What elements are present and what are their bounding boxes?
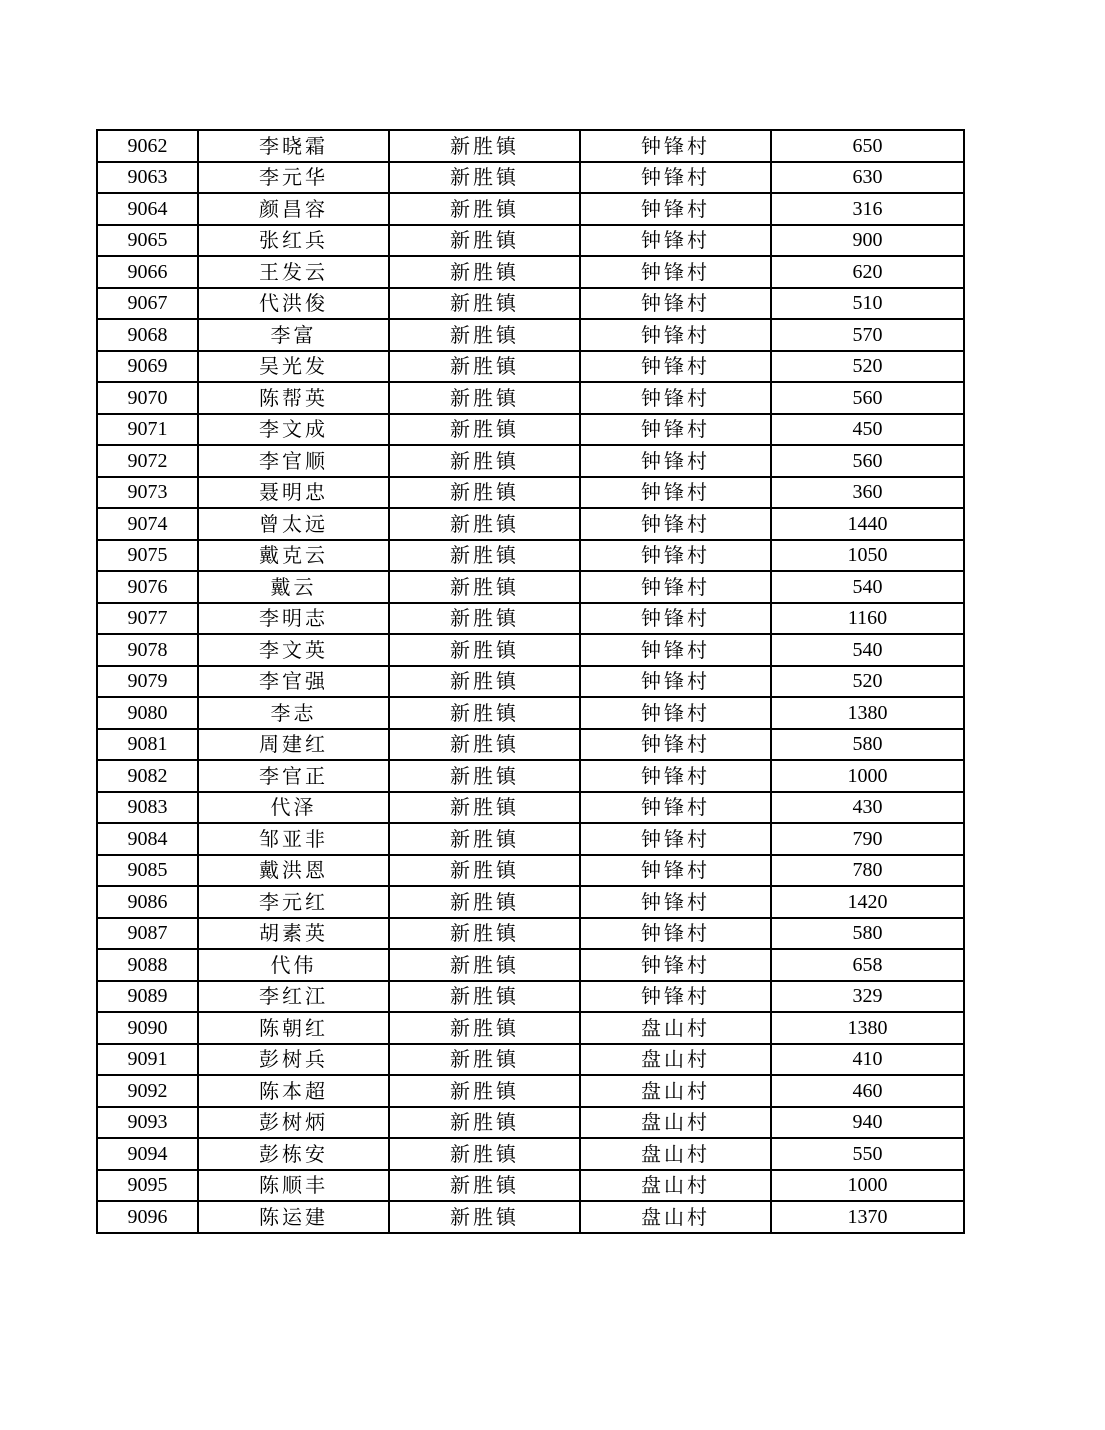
village-cell: 钟锋村 <box>580 319 771 351</box>
town-cell: 新胜镇 <box>389 729 580 761</box>
town-cell: 新胜镇 <box>389 855 580 887</box>
amount-cell: 1000 <box>771 1170 964 1202</box>
table-row <box>97 949 964 981</box>
name-cell: 周建红 <box>198 729 389 761</box>
amount-cell: 658 <box>771 949 964 981</box>
amount-cell: 1440 <box>771 508 964 540</box>
id-cell: 9090 <box>97 1012 198 1044</box>
town-cell: 新胜镇 <box>389 193 580 225</box>
village-cell: 钟锋村 <box>580 603 771 635</box>
name-cell: 李官正 <box>198 760 389 792</box>
town-cell: 新胜镇 <box>389 918 580 950</box>
name-cell: 聂明忠 <box>198 477 389 509</box>
table-row <box>97 130 964 162</box>
table-row <box>97 666 964 698</box>
village-cell: 钟锋村 <box>580 477 771 509</box>
amount-cell: 560 <box>771 382 964 414</box>
table-row <box>97 1044 964 1076</box>
id-cell: 9091 <box>97 1044 198 1076</box>
table-row <box>97 1201 964 1233</box>
village-cell: 钟锋村 <box>580 571 771 603</box>
town-cell: 新胜镇 <box>389 1075 580 1107</box>
table-row <box>97 382 964 414</box>
town-cell: 新胜镇 <box>389 666 580 698</box>
amount-cell: 620 <box>771 256 964 288</box>
id-cell: 9064 <box>97 193 198 225</box>
name-cell: 李晓霜 <box>198 130 389 162</box>
id-cell: 9081 <box>97 729 198 761</box>
town-cell: 新胜镇 <box>389 319 580 351</box>
town-cell: 新胜镇 <box>389 130 580 162</box>
name-cell: 代洪俊 <box>198 288 389 320</box>
table-row <box>97 1170 964 1202</box>
village-cell: 盘山村 <box>580 1170 771 1202</box>
table-row <box>97 697 964 729</box>
name-cell: 曾太远 <box>198 508 389 540</box>
id-cell: 9087 <box>97 918 198 950</box>
village-cell: 钟锋村 <box>580 886 771 918</box>
id-cell: 9078 <box>97 634 198 666</box>
name-cell: 李富 <box>198 319 389 351</box>
village-cell: 盘山村 <box>580 1012 771 1044</box>
town-cell: 新胜镇 <box>389 823 580 855</box>
name-cell: 陈运建 <box>198 1201 389 1233</box>
village-cell: 钟锋村 <box>580 792 771 824</box>
town-cell: 新胜镇 <box>389 1107 580 1139</box>
table-row <box>97 319 964 351</box>
id-cell: 9066 <box>97 256 198 288</box>
id-cell: 9089 <box>97 981 198 1013</box>
village-cell: 钟锋村 <box>580 382 771 414</box>
table-row <box>97 225 964 257</box>
name-cell: 李官顺 <box>198 445 389 477</box>
table-row <box>97 1138 964 1170</box>
village-cell: 钟锋村 <box>580 508 771 540</box>
amount-cell: 1050 <box>771 540 964 572</box>
village-cell: 钟锋村 <box>580 414 771 446</box>
name-cell: 吴光发 <box>198 351 389 383</box>
village-cell: 钟锋村 <box>580 445 771 477</box>
amount-cell: 540 <box>771 571 964 603</box>
town-cell: 新胜镇 <box>389 1170 580 1202</box>
id-cell: 9096 <box>97 1201 198 1233</box>
table-row <box>97 256 964 288</box>
village-cell: 钟锋村 <box>580 823 771 855</box>
amount-cell: 1380 <box>771 1012 964 1044</box>
village-cell: 钟锋村 <box>580 256 771 288</box>
id-cell: 9075 <box>97 540 198 572</box>
village-cell: 钟锋村 <box>580 193 771 225</box>
table-row <box>97 792 964 824</box>
id-cell: 9067 <box>97 288 198 320</box>
town-cell: 新胜镇 <box>389 382 580 414</box>
name-cell: 李官强 <box>198 666 389 698</box>
town-cell: 新胜镇 <box>389 288 580 320</box>
table-row <box>97 351 964 383</box>
name-cell: 陈顺丰 <box>198 1170 389 1202</box>
amount-cell: 450 <box>771 414 964 446</box>
town-cell: 新胜镇 <box>389 477 580 509</box>
id-cell: 9069 <box>97 351 198 383</box>
id-cell: 9082 <box>97 760 198 792</box>
town-cell: 新胜镇 <box>389 571 580 603</box>
name-cell: 邹亚非 <box>198 823 389 855</box>
amount-cell: 580 <box>771 918 964 950</box>
village-cell: 钟锋村 <box>580 162 771 194</box>
amount-cell: 900 <box>771 225 964 257</box>
village-cell: 钟锋村 <box>580 760 771 792</box>
id-cell: 9071 <box>97 414 198 446</box>
table-row <box>97 760 964 792</box>
town-cell: 新胜镇 <box>389 414 580 446</box>
id-cell: 9077 <box>97 603 198 635</box>
town-cell: 新胜镇 <box>389 1012 580 1044</box>
amount-cell: 650 <box>771 130 964 162</box>
id-cell: 9073 <box>97 477 198 509</box>
town-cell: 新胜镇 <box>389 351 580 383</box>
name-cell: 陈本超 <box>198 1075 389 1107</box>
amount-cell: 1420 <box>771 886 964 918</box>
name-cell: 彭栋安 <box>198 1138 389 1170</box>
village-cell: 钟锋村 <box>580 351 771 383</box>
town-cell: 新胜镇 <box>389 225 580 257</box>
town-cell: 新胜镇 <box>389 886 580 918</box>
town-cell: 新胜镇 <box>389 792 580 824</box>
village-cell: 钟锋村 <box>580 949 771 981</box>
name-cell: 李红江 <box>198 981 389 1013</box>
amount-cell: 510 <box>771 288 964 320</box>
amount-cell: 410 <box>771 1044 964 1076</box>
table-row <box>97 1075 964 1107</box>
town-cell: 新胜镇 <box>389 1201 580 1233</box>
table-row <box>97 508 964 540</box>
amount-cell: 550 <box>771 1138 964 1170</box>
amount-cell: 1380 <box>771 697 964 729</box>
town-cell: 新胜镇 <box>389 256 580 288</box>
name-cell: 颜昌容 <box>198 193 389 225</box>
table-row <box>97 1012 964 1044</box>
village-cell: 钟锋村 <box>580 634 771 666</box>
village-cell: 盘山村 <box>580 1107 771 1139</box>
village-cell: 钟锋村 <box>580 981 771 1013</box>
village-cell: 钟锋村 <box>580 697 771 729</box>
town-cell: 新胜镇 <box>389 603 580 635</box>
id-cell: 9084 <box>97 823 198 855</box>
name-cell: 戴克云 <box>198 540 389 572</box>
village-cell: 钟锋村 <box>580 729 771 761</box>
town-cell: 新胜镇 <box>389 445 580 477</box>
name-cell: 李志 <box>198 697 389 729</box>
table-row <box>97 729 964 761</box>
name-cell: 李元华 <box>198 162 389 194</box>
table-row <box>97 193 964 225</box>
table-row <box>97 886 964 918</box>
village-cell: 钟锋村 <box>580 288 771 320</box>
village-cell: 钟锋村 <box>580 918 771 950</box>
name-cell: 胡素英 <box>198 918 389 950</box>
records-table <box>96 129 965 1234</box>
id-cell: 9074 <box>97 508 198 540</box>
town-cell: 新胜镇 <box>389 540 580 572</box>
amount-cell: 1160 <box>771 603 964 635</box>
name-cell: 李元红 <box>198 886 389 918</box>
records-table-body <box>97 130 964 1233</box>
name-cell: 李文成 <box>198 414 389 446</box>
name-cell: 代伟 <box>198 949 389 981</box>
id-cell: 9070 <box>97 382 198 414</box>
village-cell: 钟锋村 <box>580 130 771 162</box>
id-cell: 9072 <box>97 445 198 477</box>
village-cell: 钟锋村 <box>580 855 771 887</box>
table-row <box>97 571 964 603</box>
id-cell: 9088 <box>97 949 198 981</box>
town-cell: 新胜镇 <box>389 760 580 792</box>
table-row <box>97 540 964 572</box>
id-cell: 9093 <box>97 1107 198 1139</box>
amount-cell: 520 <box>771 666 964 698</box>
village-cell: 盘山村 <box>580 1075 771 1107</box>
id-cell: 9062 <box>97 130 198 162</box>
amount-cell: 790 <box>771 823 964 855</box>
amount-cell: 630 <box>771 162 964 194</box>
id-cell: 9076 <box>97 571 198 603</box>
name-cell: 陈朝红 <box>198 1012 389 1044</box>
table-row <box>97 477 964 509</box>
amount-cell: 520 <box>771 351 964 383</box>
town-cell: 新胜镇 <box>389 162 580 194</box>
id-cell: 9079 <box>97 666 198 698</box>
id-cell: 9092 <box>97 1075 198 1107</box>
table-row <box>97 445 964 477</box>
name-cell: 彭树兵 <box>198 1044 389 1076</box>
amount-cell: 430 <box>771 792 964 824</box>
village-cell: 钟锋村 <box>580 225 771 257</box>
table-row <box>97 162 964 194</box>
amount-cell: 570 <box>771 319 964 351</box>
table-row <box>97 855 964 887</box>
amount-cell: 360 <box>771 477 964 509</box>
village-cell: 钟锋村 <box>580 540 771 572</box>
village-cell: 盘山村 <box>580 1044 771 1076</box>
amount-cell: 1000 <box>771 760 964 792</box>
table-row <box>97 981 964 1013</box>
town-cell: 新胜镇 <box>389 949 580 981</box>
amount-cell: 540 <box>771 634 964 666</box>
id-cell: 9083 <box>97 792 198 824</box>
town-cell: 新胜镇 <box>389 508 580 540</box>
name-cell: 李明志 <box>198 603 389 635</box>
name-cell: 戴云 <box>198 571 389 603</box>
id-cell: 9086 <box>97 886 198 918</box>
name-cell: 李文英 <box>198 634 389 666</box>
name-cell: 张红兵 <box>198 225 389 257</box>
amount-cell: 940 <box>771 1107 964 1139</box>
table-row <box>97 1107 964 1139</box>
amount-cell: 460 <box>771 1075 964 1107</box>
village-cell: 钟锋村 <box>580 666 771 698</box>
table-row <box>97 414 964 446</box>
id-cell: 9085 <box>97 855 198 887</box>
town-cell: 新胜镇 <box>389 697 580 729</box>
table-row <box>97 634 964 666</box>
town-cell: 新胜镇 <box>389 634 580 666</box>
name-cell: 陈帮英 <box>198 382 389 414</box>
village-cell: 盘山村 <box>580 1138 771 1170</box>
name-cell: 戴洪恩 <box>198 855 389 887</box>
village-cell: 盘山村 <box>580 1201 771 1233</box>
id-cell: 9095 <box>97 1170 198 1202</box>
id-cell: 9068 <box>97 319 198 351</box>
town-cell: 新胜镇 <box>389 1044 580 1076</box>
name-cell: 代泽 <box>198 792 389 824</box>
id-cell: 9094 <box>97 1138 198 1170</box>
amount-cell: 1370 <box>771 1201 964 1233</box>
name-cell: 王发云 <box>198 256 389 288</box>
town-cell: 新胜镇 <box>389 981 580 1013</box>
id-cell: 9080 <box>97 697 198 729</box>
amount-cell: 329 <box>771 981 964 1013</box>
table-row <box>97 288 964 320</box>
amount-cell: 580 <box>771 729 964 761</box>
table-row <box>97 918 964 950</box>
name-cell: 彭树炳 <box>198 1107 389 1139</box>
id-cell: 9065 <box>97 225 198 257</box>
amount-cell: 780 <box>771 855 964 887</box>
amount-cell: 560 <box>771 445 964 477</box>
id-cell: 9063 <box>97 162 198 194</box>
town-cell: 新胜镇 <box>389 1138 580 1170</box>
amount-cell: 316 <box>771 193 964 225</box>
table-row <box>97 823 964 855</box>
table-row <box>97 603 964 635</box>
